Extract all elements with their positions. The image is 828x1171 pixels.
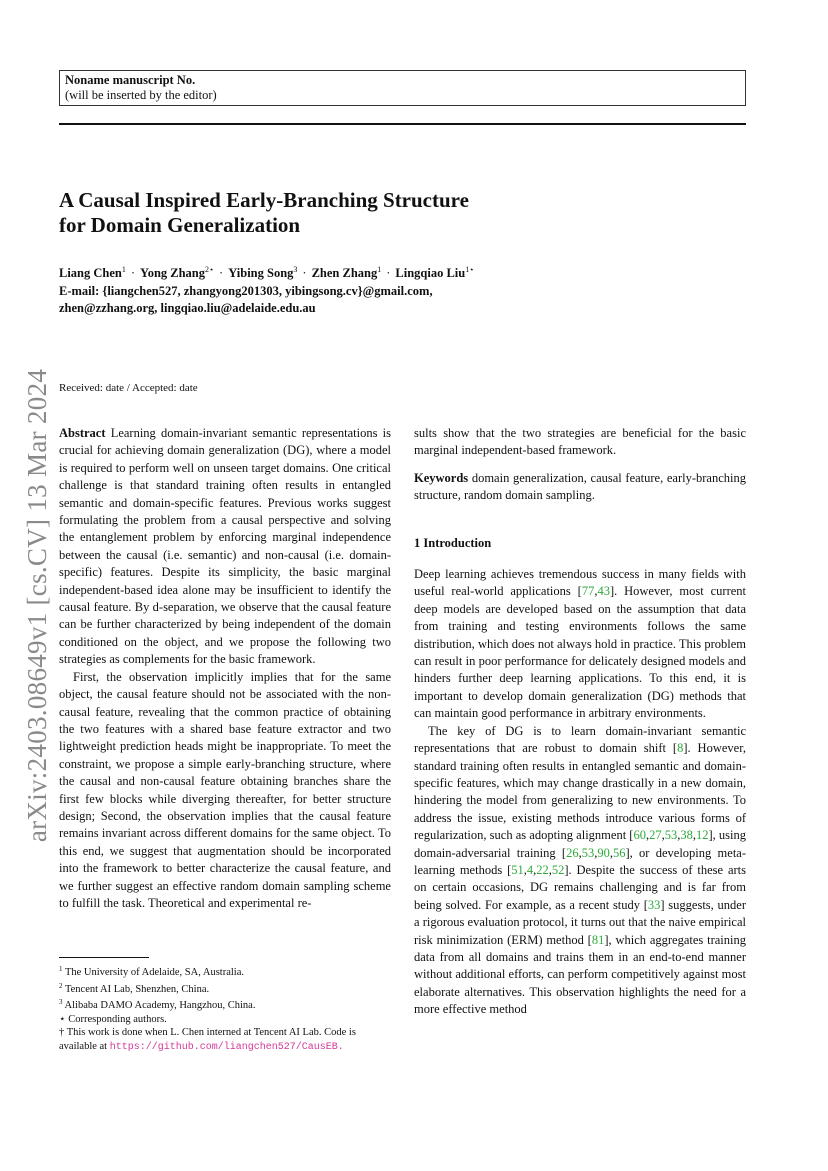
intro-text: ]. However, standard training often results in entangled semantic and domain-specific features, which may change drastically in a new domain, hindering the model from generalizing to new environments. To address the issue, existing methods introduce various forms of regularization, such as adopting alignment [ (414, 741, 746, 843)
citation-link[interactable]: 22 (536, 862, 549, 877)
editor-note: (will be inserted by the editor) (65, 88, 217, 102)
abstract-paragraph-continued: sults show that the two strategies are beneficial for the basic marginal independent-based framework. (414, 426, 746, 458)
keywords-text: domain generalization, causal feature, early-branching structure, random domain sampling. (414, 470, 747, 503)
citation-link[interactable]: 53 (581, 845, 595, 860)
manuscript-number-label: Noname manuscript No. (65, 73, 196, 87)
abstract-paragraph-2: First, the observation implicitly implies that for the same object, the causal feature should not be associated with the non-causal feature, revealing that the common practice of obtaining the two features with a shared base feature extractor and two lightweight prediction heads might be inappropriate. To meet the constraint, we propose a simple early-branching structure, where the causal and non-causal feature obtaining branches share the first few blocks while diverging thereafter, for better structure design; Second, the observation implies that the causal feature remains invariant across different domains for the same object. To this end, we suggest that augmentation should be incorporated into the framework to better characterize the causal feature, and we further suggest an effective random domain sampling scheme to fulfill the task. Theoretical and experimental re- (59, 669, 391, 910)
arxiv-identifier-text: arXiv:2403.08649v1 [cs.CV] 13 Mar 2024 (22, 368, 53, 842)
code-url-link[interactable]: https://github.com/liangchen527/CausEB. (109, 1041, 344, 1053)
citation-link[interactable]: 8 (677, 741, 684, 756)
intro-text: ]. However, most current deep models are developed based on the assumption that data from training and testing environments follows the same distribution, which does not always hold in practice. This problem can result in poor performance for delicately designed models and hinders further deep learning applications. To this end, it is important to develop domain generalization (DG) methods that can maintain good performance in arbitrary environments. (414, 584, 747, 721)
citation-link[interactable]: 60 (633, 828, 646, 843)
citation-link[interactable]: 38 (680, 828, 693, 843)
footnote-mark: † (59, 1027, 65, 1039)
intro-text: The key of DG is to learn domain-invariant semantic representations that are robust to domain shift [ (414, 723, 746, 756)
manuscript-header-box (59, 70, 746, 106)
footnote-item (59, 980, 391, 997)
email-line-1: E-mail: {liangchen527, zhangyong201303, yibingsong.cv}@gmail.com, (59, 283, 433, 298)
footnotes (59, 963, 391, 1055)
intro-paragraph-1: Deep learning achieves tremendous success in many fields with useful real-world applications [77,43]. However, most current deep models are developed based on the assumption that data from training and testing environments follows the same distribution, which does not always hold in practice. This problem can result in poor performance for delicately designed models and hinders further deep learning applications. To this end, it is important to develop domain generalization (DG) methods that can maintain good performance in arbitrary environments. (414, 567, 747, 721)
paper-title (59, 188, 559, 238)
author-name: Yibing Song (228, 266, 294, 280)
arxiv-identifier-stamp (22, 360, 54, 850)
citation-link[interactable]: 4 (526, 862, 534, 877)
author-separator: · (302, 266, 307, 280)
received-date: Received: date / Accepted: date (59, 382, 198, 394)
citation-link[interactable]: 43 (597, 584, 610, 599)
intro-paragraph-2: The key of DG is to learn domain-invariant semantic representations that are robust to domain shift [8]. However, standard training often results in entangled semantic and domain-specific features, which may change drastically in a new domain, hindering the model from generalizing to new environments. To address the issue, existing methods introduce various forms of regularization, such as adopting alignment [60,27,53,38,12], using domain-adversarial training [26,53,90,56], or developing meta-learning methods [51,4,22,52]. Despite the success of these arts on certain occasions, DG remains challenging and is far from being solved. For example, as a recent study [33] suggests, under a rigorous evaluation protocol, it turns out that the naive empirical risk minimization (ERM) method [81], which aggregates training data from all domains and trains them in an end-to-end manner without additional efforts, can perform competitively against most elaborate alternatives. This observation highlights the need for a more effective method (414, 723, 747, 1017)
intro-text: ] suggests, under a rigorous evaluation protocol, it turns out that the naive empirical risk minimization (ERM) method [ (414, 897, 746, 947)
author-affil: 1 (121, 265, 126, 274)
author-name: Liang Chen (59, 266, 122, 280)
footnote-text: Tencent AI Lab, Shenzhen, China. (64, 983, 210, 995)
citation-link[interactable]: 53 (664, 828, 678, 843)
footnote-text: This work is done when L. Chen interned at Tencent AI Lab. Code is available at (59, 1027, 356, 1052)
citation-link[interactable]: 12 (695, 828, 709, 843)
author-name: Zhen Zhang (311, 266, 378, 280)
footnote-mark: 3 (59, 998, 63, 1007)
keywords-paragraph (414, 470, 746, 505)
citation-link[interactable]: 27 (649, 828, 662, 843)
title-line-1: A Causal Inspired Early-Branching Structure (59, 188, 469, 212)
abstract-text-1: Learning domain-invariant semantic representations is crucial for achieving domain generalization (DG), where a model is required to perform well on unseen target domains. One critical challenge is that standard training often results in entangled semantic and domain-specific features. Previous works suggest formulating the problem from a causal perspective and solving the entanglement problem by enforcing marginal independence between the causal (i.e. semantic) and non-causal (i.e. domain-specific) features. Despite its simplicity, the basic marginal independent-based idea alone may be insufficient to identify the causal feature. By d-separation, we observe that the causal feature can be further characterized by being independent of the domain conditioned on the object, and we propose the following two strategies as complements for the basic framework. (59, 426, 391, 667)
citation-link[interactable]: 26 (566, 845, 579, 860)
citation-link[interactable]: 56 (612, 845, 626, 860)
author-affil: 1⋆ (465, 265, 475, 274)
footnote-item (59, 963, 391, 980)
author-list (59, 261, 619, 283)
author-affil: 3 (293, 265, 298, 274)
author-separator: · (130, 266, 136, 280)
email-line-2: zhen@zzhang.org, lingqiao.liu@adelaide.edu.au (59, 301, 316, 315)
citation-link[interactable]: 51 (511, 862, 524, 877)
author-separator: · (219, 266, 224, 280)
intro-text: ]. Despite the success of these arts on certain occasions, DG remains challenging and is far from being solved. For example, as a recent study [ (414, 862, 746, 912)
footnote-item (59, 1013, 391, 1027)
author-affil: 2⋆ (205, 265, 215, 274)
citation-link[interactable]: 81 (591, 932, 605, 947)
citation-link[interactable]: 33 (647, 897, 661, 912)
header-rule (59, 123, 746, 125)
author-name: Yong Zhang (140, 266, 206, 280)
footnote-text: Alibaba DAMO Academy, Hangzhou, China. (64, 1000, 256, 1012)
author-name: Lingqiao Liu (395, 266, 466, 280)
author-affil: 1 (377, 265, 382, 274)
footnote-mark: ⋆ (59, 1013, 66, 1025)
intro-text: ], or developing meta-learning methods [ (414, 845, 746, 877)
citation-link[interactable]: 77 (581, 584, 595, 599)
intro-text: Deep learning achieves tremendous success in many fields with useful real-world applications [ (414, 567, 746, 599)
title-line-2: for Domain Generalization (59, 213, 301, 237)
section-heading: 1 Introduction (414, 535, 492, 550)
abstract-paragraph-1 (59, 425, 391, 669)
intro-text: ], which aggregates training data from all domains and trains them in an end-to-end manner without additional efforts, can perform competitively against most elaborate alternatives. This observation highlights the need for a more effective method (414, 932, 746, 1017)
footnote-rule (59, 957, 149, 958)
left-column (59, 425, 391, 912)
keywords-label: Keywords (414, 470, 469, 485)
footnote-mark: 2 (59, 981, 63, 990)
footnote-text: Corresponding authors. (68, 1013, 167, 1025)
citation-link[interactable]: 90 (597, 845, 610, 860)
intro-text: ], using domain-adversarial training [ (414, 828, 747, 860)
right-column (414, 425, 746, 1019)
footnote-text: The University of Adelaide, SA, Australia. (64, 967, 244, 978)
author-block (59, 261, 619, 318)
abstract-label: Abstract (59, 426, 106, 440)
footnote-item (59, 1026, 391, 1054)
footnote-mark: 1 (59, 965, 63, 973)
footnote-item (59, 996, 391, 1013)
author-separator: · (386, 266, 391, 280)
citation-link[interactable]: 52 (551, 862, 565, 877)
